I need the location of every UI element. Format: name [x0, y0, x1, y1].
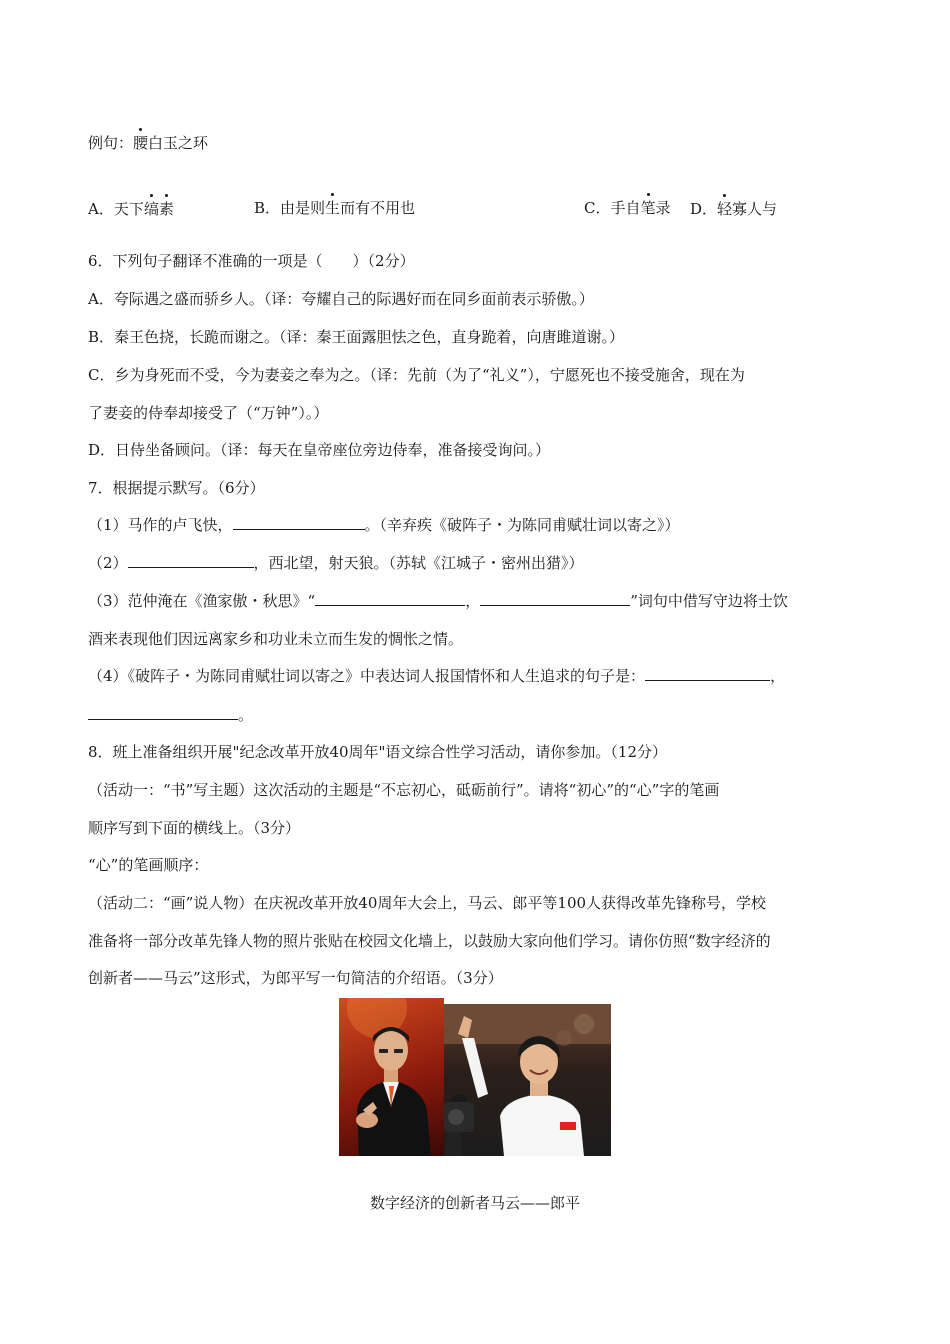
- q7-item-3: （3）范仲淹在《渔家傲・秋思》“ ， ”词句中借写守边将士饮: [88, 592, 788, 610]
- heart-stroke-order-label: “心”的笔画顺序：: [88, 856, 209, 874]
- q6-option-c-line2: 了妻妾的侍奉却接受了（“万钟”）。）: [88, 404, 329, 422]
- q7-stem: 7．根据提示默写。（6分）: [88, 479, 265, 497]
- reform-pioneer-photos: [339, 998, 611, 1156]
- answer-blank[interactable]: [88, 705, 238, 720]
- answer-blank[interactable]: [128, 553, 254, 568]
- dotted-char: 缟: [143, 200, 159, 218]
- q8-activity-1-line1: （活动一：“书”写主题）这次活动的主题是“不忘初心，砥砺前行”。请将“初心”的“心”字的笔画: [88, 781, 720, 799]
- dotted-char: 轻: [717, 200, 733, 218]
- dotted-char: 生: [325, 199, 341, 217]
- photo-ma-yun: [339, 998, 444, 1156]
- q6-option-a: A．夸际遇之盛而骄乡人。（译：夸耀自己的际遇好而在同乡面前表示骄傲。）: [88, 290, 594, 308]
- option-a: A．天下缟素: [88, 200, 174, 218]
- q6-stem: 6．下列句子翻译不准确的一项是（ ）（2分）: [88, 252, 415, 270]
- q6-option-c-line1: C．乡为身死而不受，今为妻妾之奉为之。（译：先前（为了“礼义”），宁愿死也不接受施舍，现在为: [88, 366, 745, 384]
- q7-item-3-cont: 酒来表现他们因远离家乡和功业未立而生发的惆怅之情。: [88, 630, 464, 648]
- photo-lang-ping: [444, 1004, 611, 1156]
- option-c: C．手自笔录: [584, 199, 671, 217]
- answer-blank[interactable]: [480, 591, 630, 606]
- portrait-illustration: [444, 1004, 611, 1156]
- answer-blank[interactable]: [315, 591, 465, 606]
- answer-blank[interactable]: [233, 515, 365, 530]
- portrait-illustration: [339, 998, 444, 1156]
- q8-activity-1-line2: 顺序写到下面的横线上。（3分）: [88, 819, 301, 837]
- q8-activity-2-line2: 准备将一部分改革先锋人物的照片张贴在校园文化墙上，以鼓励大家向他们学习。请你仿照“数字经济的: [88, 932, 771, 950]
- q8-stem: 8．班上准备组织开展"纪念改革开放40周年"语文综合性学习活动，请你参加。（12分）: [88, 743, 668, 761]
- q7-item-4-cont: 。: [88, 705, 253, 725]
- q8-activity-2-line3: 创新者——马云”这形式，为郎平写一句简洁的介绍语。（3分）: [88, 969, 503, 987]
- dotted-char: 笔: [640, 199, 656, 217]
- photo-caption: 数字经济的创新者马云——郎平: [369, 1194, 580, 1212]
- option-b: B．由是则生而有不用也: [254, 199, 416, 217]
- example-sentence: 例句：腰白玉之环: [88, 134, 209, 152]
- q6-option-d: D．日侍坐备顾问。（译：每天在皇帝座位旁边侍奉，准备接受询问。）: [88, 441, 551, 459]
- q7-item-2: （2） ，西北望，射天狼。（苏轼《江城子・密州出猎》）: [88, 554, 584, 572]
- q7-item-4: （4）《破阵子・为陈同甫赋壮词以寄之》中表达词人报国情怀和人生追求的句子是： ，: [88, 667, 786, 685]
- option-d: D．轻寡人与: [690, 200, 778, 218]
- q6-option-b: B．秦王色挠，长跪而谢之。（译：秦王面露胆怯之色，直身跪着，向唐雎道谢。）: [88, 328, 625, 346]
- q7-item-1: （1）马作的卢飞快， 。（辛弃疾《破阵子・为陈同甫赋壮词以寄之》）: [88, 516, 680, 534]
- q8-activity-2-line1: （活动二：“画”说人物）在庆祝改革开放40周年大会上，马云、郎平等100人获得改革先锋称号，学校: [88, 894, 767, 912]
- dotted-char: 素: [158, 200, 174, 218]
- dotted-char: 腰: [133, 134, 149, 152]
- answer-blank[interactable]: [645, 666, 770, 681]
